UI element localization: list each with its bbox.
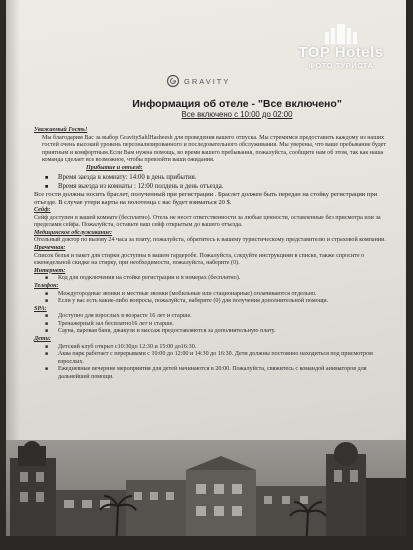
spa-heading: SPA: xyxy=(34,305,47,312)
safe-heading: Сейф: xyxy=(34,206,51,213)
internet-item: ■ Код для подключения на стойке регистрации и в номерах (бесплатно). xyxy=(34,275,396,283)
page-subtitle: Все включено с 10:00 до 02:00 xyxy=(181,110,293,119)
checkin-item: ■ Время заезда в комнату: 14:00 в день прибытия. xyxy=(34,173,396,182)
phone-item: ■ Междугородные звонки и местные звонки (мобильные или стационарные) оплачиваются отдельно. xyxy=(34,291,396,299)
safe-text: Сейф доступен в вашей комнате (бесплатно). Отель не несет ответственности за любые ценности, оставленные без присмотра или за пределами сейфа. Пожалуйста, оставьте ваш сейф открытым до вашего отъезда. xyxy=(34,214,381,229)
hotel-photo-illustration xyxy=(6,440,406,550)
watermark-title: TOP Hotels xyxy=(298,44,384,61)
info-sheet xyxy=(6,0,406,550)
hotel-photo xyxy=(6,440,406,550)
page-title: Информация об отеле - "Все включено" xyxy=(132,98,342,110)
checkin-heading: Прибытие и отъезд: xyxy=(86,164,143,171)
spa-item: ■ Доступно для взрослых в возрасте 16 лет и старше. xyxy=(34,313,396,321)
kids-item: ■ Ежедневные вечерние мероприятия для детей начинаются в 20:00. Пожалуйста, свяжитесь с командой аниматоров для дальнейшей помощи. xyxy=(34,366,396,381)
spa-item: ■ Тренажерный зал бесплатно16 лет и старше. xyxy=(34,321,396,329)
kids-item: ■ Аква парк работает с перерывами с 10:00 до 12:00 и 14:30 до 16:30. Дети должны постоянно находиться под присмотром взрослых. xyxy=(34,351,396,366)
greeting-heading: Уважаемый Гость! xyxy=(34,127,88,133)
phone-heading: Телефон: xyxy=(34,282,59,289)
phone-item: ■ Если у вас есть какие-либо вопросы, пожалуйста, наберите (0) для получения дополнительной помощи. xyxy=(34,298,396,306)
laundry-text: Список белья и пакет для стирки доступны в вашем гардеробе. Пожалуйста, следуйте инструкциям в списке, также спросите о еженедельной скидке на стирку, при необходимости, пожалуйста, наберите (0). xyxy=(34,252,365,267)
checkout-item: ■ Время выезда из комнаты : 12:00 полдень в день отъезда. xyxy=(34,182,396,191)
internet-heading: Интернет: xyxy=(34,267,66,274)
document-body xyxy=(34,127,396,382)
crown-icon xyxy=(321,22,361,44)
kids-item: ■ Детский клуб открыт с10:30до 12:30 и 15:00 до16:30. xyxy=(34,344,396,352)
spa-item: ■ Сауна, паровая баня, джакузи и массаж предоставляются за дополнительную плату. xyxy=(34,328,396,336)
medical-heading: Медицинское обслуживание: xyxy=(34,229,113,236)
kids-heading: Дети: xyxy=(34,336,51,343)
hotel-logo-text: GRAVITY xyxy=(184,77,231,86)
laundry-heading: Прачечная: xyxy=(34,244,66,251)
hotel-logo xyxy=(166,74,276,90)
greeting-paragraph: Мы благодарим Вас за выбор GravitySahlHasheesh для проведения вашего отпуска. Мы стремимся предоставить каждому из наших гостей очень высокий уровень персонализированного и последовательного обслуживания. Мы уверены, что ваше пребывание будет приятным и комфортным.Если Вам нужна помощь, во время вашего пребывания, пожалуйста, сообщите нам об этом, так как наша команда сделает все возможное, чтобы превзойти ваши ожидания. xyxy=(42,134,387,164)
wristband-note: Все гости должны носить браслет, полученный при регистрации . Браслет должен быть передан на стойку регистрации при отъезде. В случае утери карты на полотенца с вас будет взиматься 20 $. xyxy=(34,190,378,206)
tophotels-watermark xyxy=(290,22,392,80)
watermark-subtitle: ФОТО ТУРИСТА xyxy=(308,61,374,70)
gravity-logo-icon xyxy=(166,74,180,88)
medical-text: Отельный доктор по вызову 24 часа за плату; пожалуйста, обратитесь к вашему туристическому представителю и страховой компании. xyxy=(34,237,386,244)
